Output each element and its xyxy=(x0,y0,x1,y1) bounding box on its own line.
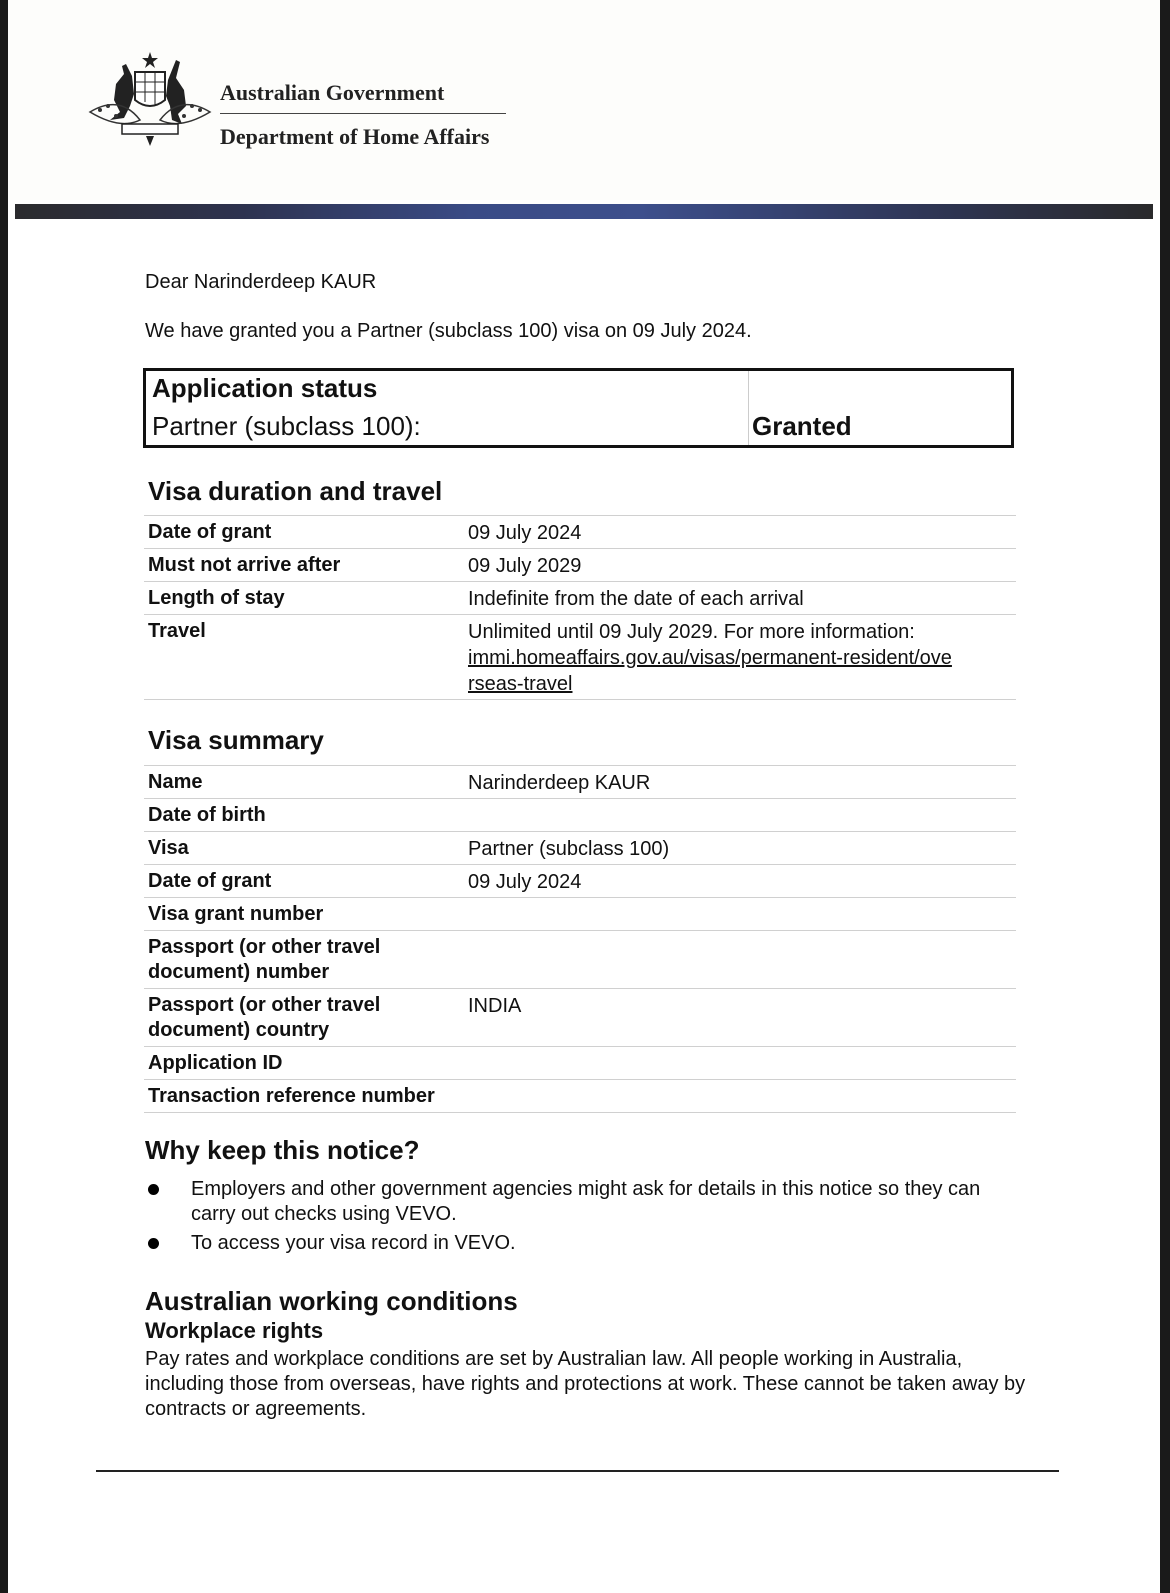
visa-duration-title: Visa duration and travel xyxy=(148,476,443,506)
footer-divider xyxy=(96,1470,1059,1472)
bullet-icon xyxy=(148,1238,159,1249)
row-key: Visa xyxy=(148,837,189,859)
table-row xyxy=(144,898,1016,931)
header-band xyxy=(15,204,1153,219)
table-row xyxy=(144,832,1016,865)
intro-text: We have granted you a Partner (subclass 100) visa on 09 July 2024. xyxy=(145,320,752,342)
status-label: Partner (subclass 100): xyxy=(152,411,421,441)
government-name: Australian Government xyxy=(220,80,445,105)
workplace-rights-body: Pay rates and workplace conditions are set by Australian law. All people working in Australia, including those from overseas, have rights and protections at work. These cannot be taken away by contracts or agreements. xyxy=(145,1348,1026,1420)
overseas-travel-link[interactable]: immi.homeaffairs.gov.au/visas/permanent-resident/overseas-travel xyxy=(468,647,952,695)
row-value: Narinderdeep KAUR xyxy=(468,772,651,794)
letterhead xyxy=(8,0,1160,200)
bullet-text: To access your visa record in VEVO. xyxy=(191,1232,516,1254)
table-row xyxy=(144,931,1016,989)
row-key: Date of grant xyxy=(148,521,272,543)
row-key: Must not arrive after xyxy=(148,554,341,576)
row-value: 09 July 2029 xyxy=(468,555,582,577)
row-value: Indefinite from the date of each arrival xyxy=(468,588,804,610)
row-value: Partner (subclass 100) xyxy=(468,838,670,860)
status-value: Granted xyxy=(752,411,852,441)
visa-summary-title: Visa summary xyxy=(148,725,324,755)
table-row xyxy=(144,516,1016,549)
travel-text: Unlimited until 09 July 2029. For more information: xyxy=(468,621,915,643)
why-keep-title: Why keep this notice? xyxy=(145,1135,420,1165)
row-key: Name xyxy=(148,771,203,793)
status-divider xyxy=(748,371,749,445)
visa-duration-table xyxy=(144,515,1016,700)
row-value: 09 July 2024 xyxy=(468,871,582,893)
visa-grant-notice xyxy=(8,0,1160,1593)
row-key: Passport (or other travel document) country xyxy=(148,994,381,1041)
row-key: Visa grant number xyxy=(148,903,324,925)
table-row xyxy=(144,865,1016,898)
table-row xyxy=(144,1080,1016,1113)
row-key: Length of stay xyxy=(148,587,285,609)
row-key: Transaction reference number xyxy=(148,1085,435,1107)
row-key: Application ID xyxy=(148,1052,283,1074)
table-row xyxy=(144,989,1016,1047)
table-row xyxy=(144,615,1016,700)
letterhead-divider xyxy=(220,113,506,114)
row-value: INDIA xyxy=(468,995,522,1017)
row-key: Date of birth xyxy=(148,804,266,826)
application-status-box xyxy=(143,368,1014,448)
coat-of-arms-icon xyxy=(80,50,220,150)
department-name: Department of Home Affairs xyxy=(220,124,490,149)
working-conditions-title: Australian working conditions xyxy=(145,1286,518,1316)
table-row xyxy=(144,766,1016,799)
row-value: 09 July 2024 xyxy=(468,522,582,544)
table-row xyxy=(144,582,1016,615)
visa-summary-table xyxy=(144,765,1016,1113)
row-key: Travel xyxy=(148,620,206,642)
table-row xyxy=(144,549,1016,582)
status-title: Application status xyxy=(152,373,378,403)
row-key: Date of grant xyxy=(148,870,272,892)
bullet-text: Employers and other government agencies might ask for details in this notice so they can carry out checks using VEVO. xyxy=(191,1178,981,1225)
bullet-icon xyxy=(148,1184,159,1195)
workplace-rights-subtitle: Workplace rights xyxy=(145,1318,324,1343)
row-value xyxy=(468,619,1008,697)
table-row xyxy=(144,799,1016,832)
row-key: Passport (or other travel document) number xyxy=(148,936,381,983)
table-row xyxy=(144,1047,1016,1080)
salutation: Dear Narinderdeep KAUR xyxy=(145,271,377,293)
